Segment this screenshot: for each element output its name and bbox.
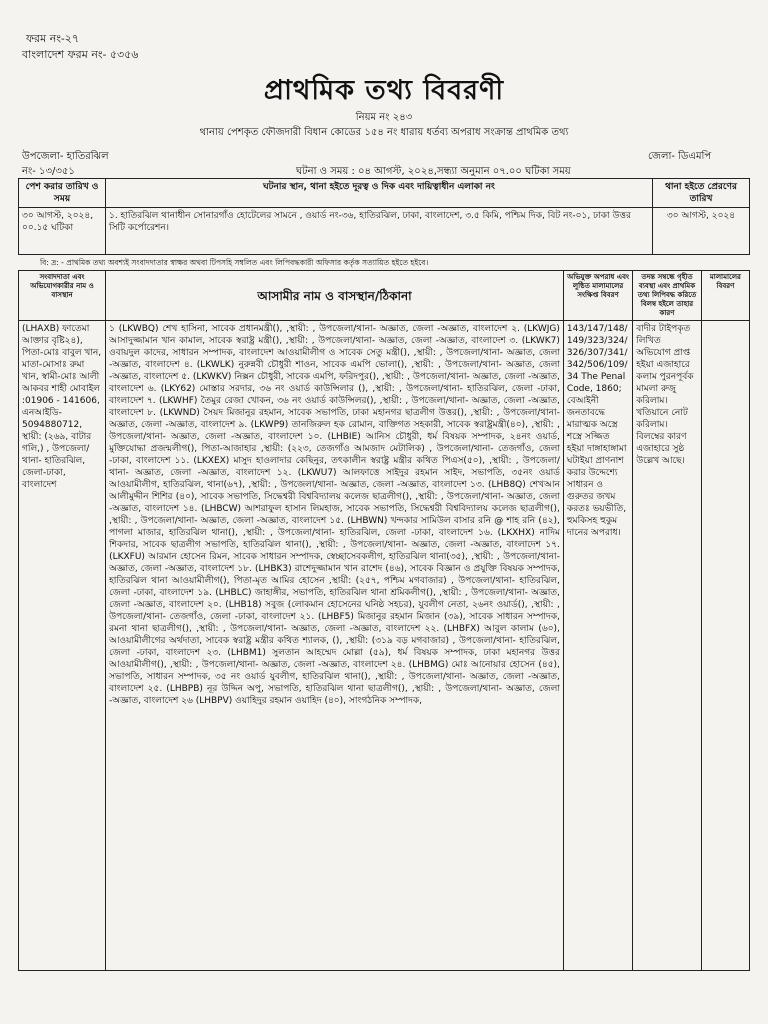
district: জেলা- ডিএমপি bbox=[648, 151, 712, 162]
event-time: ঘটনা ও সময় : ০৪ আগস্ট, ২০২৪,সন্ধ্যা অনুমান ০৭.০০ ঘটিকা সময় bbox=[296, 166, 571, 177]
informant-details: (LHAXB) ফাতেমা আক্তার বৃষ্টি২৪), পিতা-মোঃ বাবুল খান, মাতা-মোসাঃ রুমা খান, স্বামী-মোঃ আলী আকবর শাহী মোবাইল :01906 - 141606, এনআইডি- 5094880712, স্থায়ী: (২৬৯, বাটার গলি,) , উপজেলা/থানা- হাতিরঝিল, জেলা-ঢাকা, বাংলাদেশ bbox=[19, 321, 106, 971]
note-text: বি: দ্র: - প্রাথমিক তথ্য অবশ্যই সংবাদদাতার স্বাক্ষর অথবা টিপসহি সম্বলিত এবং লিপিবদ্ধকারী অফিসার কর্তৃক সত্যায়িত হইতে হইবে। bbox=[40, 258, 429, 267]
goods-header: মালামালের বিবরণ bbox=[701, 271, 749, 321]
accused-list: ১ (LKWBQ) শেখ হাসিনা, সাবেক প্রধানমন্ত্রী(), ,স্থায়ী: , উপজেলা/থানা- অজ্ঞাত, জেলা -অজ্ঞাত, বাংলাদেশ ২. (LKWJG) আসাদুজ্জামান খান কামাল, সাবেক স্বরাষ্ট্র মন্ত্রী(), ,স্থায়ী: , উপজেলা/থানা- অজ্ঞাত, জেলা -অজ্ঞাত, বাংলাদেশ ৩. (LKWK7) ওবায়দুল কাদের, সাধারন সম্পাদক, বাংলাদেশ আওয়ামীলীগ ও সাবেক সেতু মন্ত্রী(), ,স্থায়ী: , উপজেলা/থানা- অজ্ঞাত, জেলা -অজ্ঞাত, বাংলাদেশ ৪. (LKWLK) নুরুন্নবী চৌধুরী শাওন, সাবেক এমপি ভোলা(), ,স্থায়ী: , উপজেলা/থানা- অজ্ঞাত, জেলা -অজ্ঞাত, বাংলাদেশ ৫. (LKWKV) নিক্সন চৌধুরী, সাবেক এমপি, ফরিদপুর(), ,স্থায়ী: , উপজেলা/থানা- অজ্ঞাত, জেলা -অজ্ঞাত, বাংলাদেশ ৬. (LKY62) মোস্তার সরদার, ৩৬ নং ওয়ার্ড কাউন্সিলার (), ,স্থায়ী: , উপজেলা/থানা- হাতিরঝিল, জেলা -ঢাকা, বাংলাদেশ ৭. (LKWHF) তৈমুর রেজা খোকন, ৩৬ নং ওয়ার্ড কাউন্সিলর(), ,স্থায়ী: , উপজেলা/থানা- অজ্ঞাত, জেলা -অজ্ঞাত, বাংলাদেশ ৮. (LKWND) সৈয়দ মিজানুর রহমান, সাবেক সভাপতি, ঢাকা মহানগর ছাত্রলীগ উত্তর(), ,স্থায়ী: , উপজেলা/থানা- অজ্ঞাত, জেলা -অজ্ঞাত, বাংলাদেশ ৯. (LKWP9) তানজিরুল হক রোমান, বাক্তিগত সহকারী, সাবেক স্বরাষ্ট্রমন্ত্রী(৪০), ,স্থায়ী: , উপজেলা/থানা- অজ্ঞাত, জেলা -অজ্ঞাত, বাংলাদেশ ১০. (LHBIE) আনিস চৌধুরী, ধর্ম বিষয়ক সম্পাদক, ২৪নং ওয়ার্ড, মুক্তিযোদ্ধা প্রজন্মলীগ(), পিতা-আজাহার ,স্থায়ী: (২২৩, তেজগাঁও আমজাদ মেটালিক) , উপজেলা/থানা- তেজগাঁও, জেলা -ঢাকা, বাংলাদেশ ১১. (LKXEX) মাসুদ হাওলাদার কেছিনুর, তৎকালীন স্বরাষ্ট্র মন্ত্রীর কথিত পিএস(৫০), ,স্থায়ী: , উপজেলা/থানা- অজ্ঞাত, জেলা -অজ্ঞাত, বাংলাদেশ ১২. (LKWU7) আলফাত্তে সাইদুর রহমান সাইদ, সভাপতি, ৩৫নং ওয়ার্ড আওয়ামীলীগ, হাতিরঝিল, থানা(৬৭), ,স্থায়ী: , উপজেলা/থানা- অজ্ঞাত, জেলা -অজ্ঞাত, বাংলাদেশ ১৩. (LHB8Q) শেখআন আলীমুদ্দীন শিশির (৪০), সাবেক সভাপতি, সিদ্ধেশ্বরী বিশ্ববিদ্যালয় কলেজ ছাত্রলীগ(), ,স্থায়ী: , উপজেলা/থানা- অজ্ঞাত, জেলা -অজ্ঞাত, বাংলাদেশ ১৪. (LHBCW) আশরাফুল হাসান লিমহাজ, সাবেক সভাপতি, সিদ্ধেশ্বরী বিশ্ববিদ্যালয় কলেজ ছাত্রলীগ(), ,স্থায়ী: , উপজেলা/থানা- অজ্ঞাত, জেলা -অজ্ঞাত, বাংলাদেশ ১৫. (LHBWN) খন্দকার সামিউল বাসার রনি @ শাহ রনি (৪২), পাগলা মাজার, হাতিরঝিল থানা(), ,স্থায়ী: , উপজেলা/থানা- হাতিরঝিল, জেলা -ঢাকা, বাংলাদেশ ১৬. (LKXHX) নাদিম শিকদার, সাবেক ছাত্রলীগ সভাপতি, হাতিরঝিল থানা(), ,স্থায়ী: , উপজেলা/থানা- অজ্ঞাত, জেলা -অজ্ঞাত, বাংলাদেশ ১৭. (LKXFU) আরমান হোসেন রিমন, সাবেক সাধারন সম্পাদক, স্বেচ্ছাসেবকলীগ, হাতিরঝিল থানা(৩৫), ,স্থায়ী: , উপজেলা/থানা- অজ্ঞাত, জেলা -অজ্ঞাত, বাংলাদেশ ১৮. (LHBK3) রাশেদুজ্জামান খান রাশেদ (৪৬), সাবেক বিজ্ঞান ও প্রযুক্তি বিষয়ক সম্পাদক, হাতিরঝিল থানা আওয়ামীলীগ(), পিতা-মৃত আমির হোসেন ,স্থায়ী: (২৫৭, পশ্চিম মগবাজার) , উপজেলা/থানা- হাতিরঝিল, জেলা -ঢাকা, বাংলাদেশ ১৯. (LHBLC) জাহাঙ্গীর, সভাপতি, হাতিরঝিল থানা শ্রমিকলীগ(), ,স্থায়ী: , উপজেলা/থানা- অজ্ঞাত, জেলা -অজ্ঞাত, বাংলাদেশ ২০. (LHB18) সবুজ (লোকমান হোসেনের ঘনিষ্ঠ সহচর), যুবলীগ নেতা, ২৬নং ওয়ার্ড(), ,স্থায়ী: , উপজেলা/থানা- তেজগাঁও, জেলা -ঢাকা, বাংলাদেশ ২১. (LHBF5) মিজানুর রহমান মিজান (৩৯), সাবেক সাধারন সম্পাদক, রমনা থানা ছাত্রলীগ(), ,স্থায়ী: , উপজেলা/থানা- অজ্ঞাত, জেলা -অজ্ঞাত, বাংলাদেশ ২২. (LHBFX) আবুল কালাম (৬০), আওয়ামীলীগের অর্থদাতা, সাবেক স্বরাষ্ট্র মন্ত্রীর কথিত শ্যালক, (), ,স্থায়ী: (৩১৯ বড় মগবাজার) , উপজেলা/থানা- হাতিরঝিল, জেলা -ঢাকা, বাংলাদেশ ২৩. (LHBM1) সুলতান আহম্মেদ মোল্লা (৫৯), ধর্ম বিষয়ক সম্পাদক, ঢাকা মহানগর উত্তর আওয়ামীলীগ(), ,স্থায়ী: , উপজেলা/থানা- অজ্ঞাত, জেলা -অজ্ঞাত, বাংলাদেশ ২৪. (LHBMG) মোঃ আনোয়ার হোসেন (৪৫), সভাপতি, সাধারন সম্পাদক, ৩৫ নং ওয়ার্ড যুবলীগ, হাতিরঝিল থানা(), ,স্থায়ী: , উপজেলা/থানা- অজ্ঞাত, জেলা -অজ্ঞাত, বাংলাদেশ ২৫. (LHBPB) নূর উদ্দিন অপু, সভাপতি, হাতিরঝিল থানা ছাত্রলীগ(), ,স্থায়ী: , উপজেলা/থানা- অজ্ঞাত, জেলা -অজ্ঞাত, বাংলাদেশ ২৬ (LHBPV) ওয়াহিদুর রহমান ওয়াহিদ (৪০), সাংগঠনিক সম্পাদক, bbox=[106, 321, 564, 971]
case-number: নং- ১৩/৩৫১ bbox=[22, 166, 75, 177]
document-subtitle: থানায় পেশকৃত ফৌজদারী বিধান কোডের ১৫৪ নং ধারায় ধর্তব্য অপরাধ সংক্রান্ত প্রাথমিক তথ্য bbox=[199, 127, 569, 138]
submit-date: ৩০ আগস্ট, ২০২৪, ০০.১৫ ঘটিকা bbox=[19, 208, 106, 255]
offence-header: অভিযুক্ত অপরাধ এবং লুন্ঠিত মালামালের সংক্ষিপ্ত বিবরণ bbox=[563, 271, 632, 321]
action-details: বাদীর টাইপকৃত লিখিত অভিযোগ প্রাপ্ত হইয়া এজাহারে কলাম পুরনপূর্বক মামলা রুজু করিলাম। খতিয়ানে নোট করিলাম। বিলম্বের কারণ এজাহারে সুষ্ঠ উল্লেখ আছে। bbox=[633, 321, 702, 971]
bangladesh-form-number: বাংলাদেশ ফরম নং- ৫৩৫৬ bbox=[22, 48, 139, 61]
rule-number: নিয়ম নং ২৪৩ bbox=[355, 112, 413, 123]
document-title: প্রাথমিক তথ্য বিবরণী bbox=[263, 75, 505, 106]
action-header: তদন্ত সম্বন্ধে গৃহীত ব্যবস্থা এবং প্রাথমিক তথ্য লিপিবদ্ধ করিতে বিলম্ব হইলে তাহার কারণ bbox=[633, 271, 702, 321]
informant-header: সংবাদদাতা এবং অভিযোগকারীর নাম ও বাসস্থান bbox=[19, 271, 106, 321]
offence-details: 143/147/148/ 149/323/324/ 326/307/341/ 342/506/109/ 34 The Penal Code, 1860; বেআইনী জনতাবদ্ধে মারাত্মক অস্ত্রে শস্ত্রে সজ্জিত হইয়া দাঙ্গাহাঙ্গামা ঘটাইয়া প্রাণনাশ করার উদ্দেশ্যে সাধারন ও গুরুতর জখম করতঃ ভয়ভীতি, হুমকিসহ হুকুম দানের অপরাধ। bbox=[563, 321, 632, 971]
incident-place: ১. হাতিরঝিল থানাধীন সোনারগাঁও হোটেলের সামনে , ওয়ার্ড নং-৩৬, হাতিরঝিল, ঢাকা, বাংলাদেশ, ৩.৫ কিমি, পশ্চিম দিক, বিট নং-০১, ঢাকা উত্তর সিটি কর্পোরেশন। bbox=[106, 208, 653, 255]
place-header: ঘটনার স্থান, থানা হইতে দূরত্ব ও দিক এবং দায়িত্বাধীন এলাকা নং bbox=[106, 179, 653, 208]
accused-header: আসামীর নাম ও বাসস্থান/ঠিকানা bbox=[106, 271, 564, 321]
upazila: উপজেলা- হাতিরঝিল bbox=[22, 151, 109, 162]
accused-table bbox=[18, 270, 750, 971]
sent-date: ৩০ আগস্ট, ২০২৪ bbox=[653, 208, 750, 255]
sent-date-header: থানা হইতে প্রেরণের তারিখ bbox=[653, 179, 750, 208]
submit-date-header: পেশ করার তারিখ ও সময় bbox=[19, 179, 106, 208]
goods-details bbox=[701, 321, 749, 971]
form-number: ফরম নং-২৭ bbox=[26, 32, 80, 45]
incident-table bbox=[18, 178, 750, 255]
